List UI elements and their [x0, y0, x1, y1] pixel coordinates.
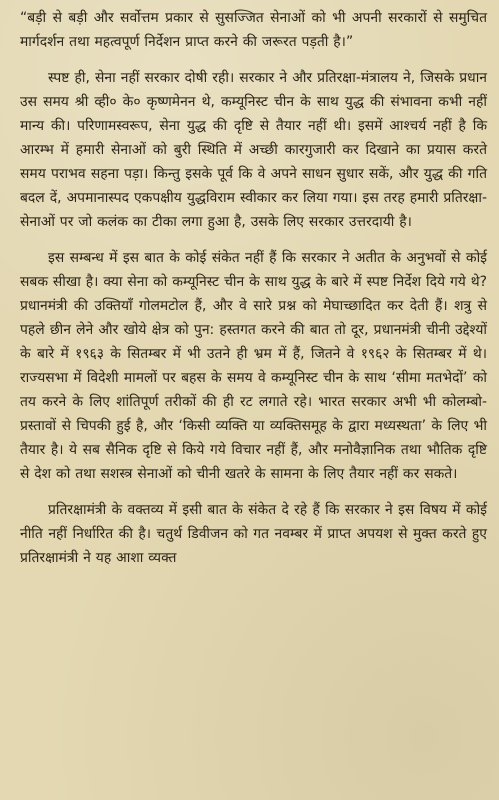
quoted-paragraph: “बड़ी से बड़ी और सर्वोत्तम प्रकार से सुसज्जित सेनाओं को भी अपनी सरकारों से समुचित मार्गदर्शन तथा महत्वपूर्ण निर्देशन प्राप्त करने की जरूरत पड़ती है।”: [20, 10, 487, 50]
body-paragraph-1: स्पष्ट ही, सेना नहीं सरकार दोषी रही। सरकार ने और प्रतिरक्षा-मंत्रालय ने, जिसके प्रधान उस समय श्री व्ही० के० कृष्णमेनन थे, कम्यूनिस्ट चीन के साथ युद्ध की संभावना कभी नहीं मान्य की। परिणामस्वरूप, सेना युद्ध की दृष्टि से तैयार नहीं थी। इसमें आश्चर्य नहीं है कि आरम्भ में हमारी सेनाओं को बुरी स्थिति में अच्छी कारगुजारी कर दिखाने का प्रयास करते समय पराभव सहना पड़ा। किन्तु इसके पूर्व कि वे अपने साधन सुधार सकें, और युद्ध की गति बदल दें, अपमानास्पद एकपक्षीय युद्धविराम स्वीकार कर लिया गया। इस तरह हमारी प्रतिरक्षा-सेनाओं पर जो कलंक का टीका लगा हुआ है, उसके लिए सरकार उत्तरदायी है।: [20, 70, 487, 230]
body-paragraph-2: इस सम्बन्ध में इस बात के कोई संकेत नहीं हैं कि सरकार ने अतीत के अनुभवों से कोई सबक सीखा है। क्या सेना को कम्यूनिस्ट चीन के साथ युद्ध के बारे में स्पष्ट निर्देश दिये गये थे? प्रधानमंत्री की उक्तियाँ गोलमटोल हैं, और वे सारे प्रश्न को मेघाच्छादित कर देती हैं। शत्रु से पहले छीन लेने और खोये क्षेत्र को पुन: हस्तगत करने की बात तो दूर, प्रधानमंत्री चीनी उद्देश्यों के बारे में १९६३ के सितम्बर में भी उतने ही भ्रम में हैं, जितने वे १९६२ के सितम्बर में थे। राज्यसभा में विदेशी मामलों पर बहस के समय वे कम्यूनिस्ट चीन के साथ ‘सीमा मतभेदों’ को तय करने के लिए शांतिपूर्ण तरीकों की ही रट लगाते रहे। भारत सरकार अभी भी कोलम्बो-प्रस्तावों से चिपकी हुई है, और ‘किसी व्यक्ति या व्यक्तिसमूह के द्वारा मध्यस्थता’ के लिए भी तैयार है। ये सब सैनिक दृष्टि से किये गये विचार नहीं हैं, और मनोवैज्ञानिक तथा भौतिक दृष्टि से देश को तथा सशस्त्र सेनाओं को चीनी खतरे के सामना के लिए तैयार नहीं कर सकते।: [20, 250, 487, 482]
body-paragraph-3: प्रतिरक्षामंत्री के वक्तव्य में इसी बात के संकेत दे रहे हैं कि सरकार ने इस विषय में कोई नीति नहीं निर्धारित की है। चतुर्थ डिवीजन को गत नवम्बर में प्राप्त अपयश से मुक्त करते हुए प्रतिरक्षामंत्री ने यह आशा व्यक्त: [20, 502, 487, 566]
